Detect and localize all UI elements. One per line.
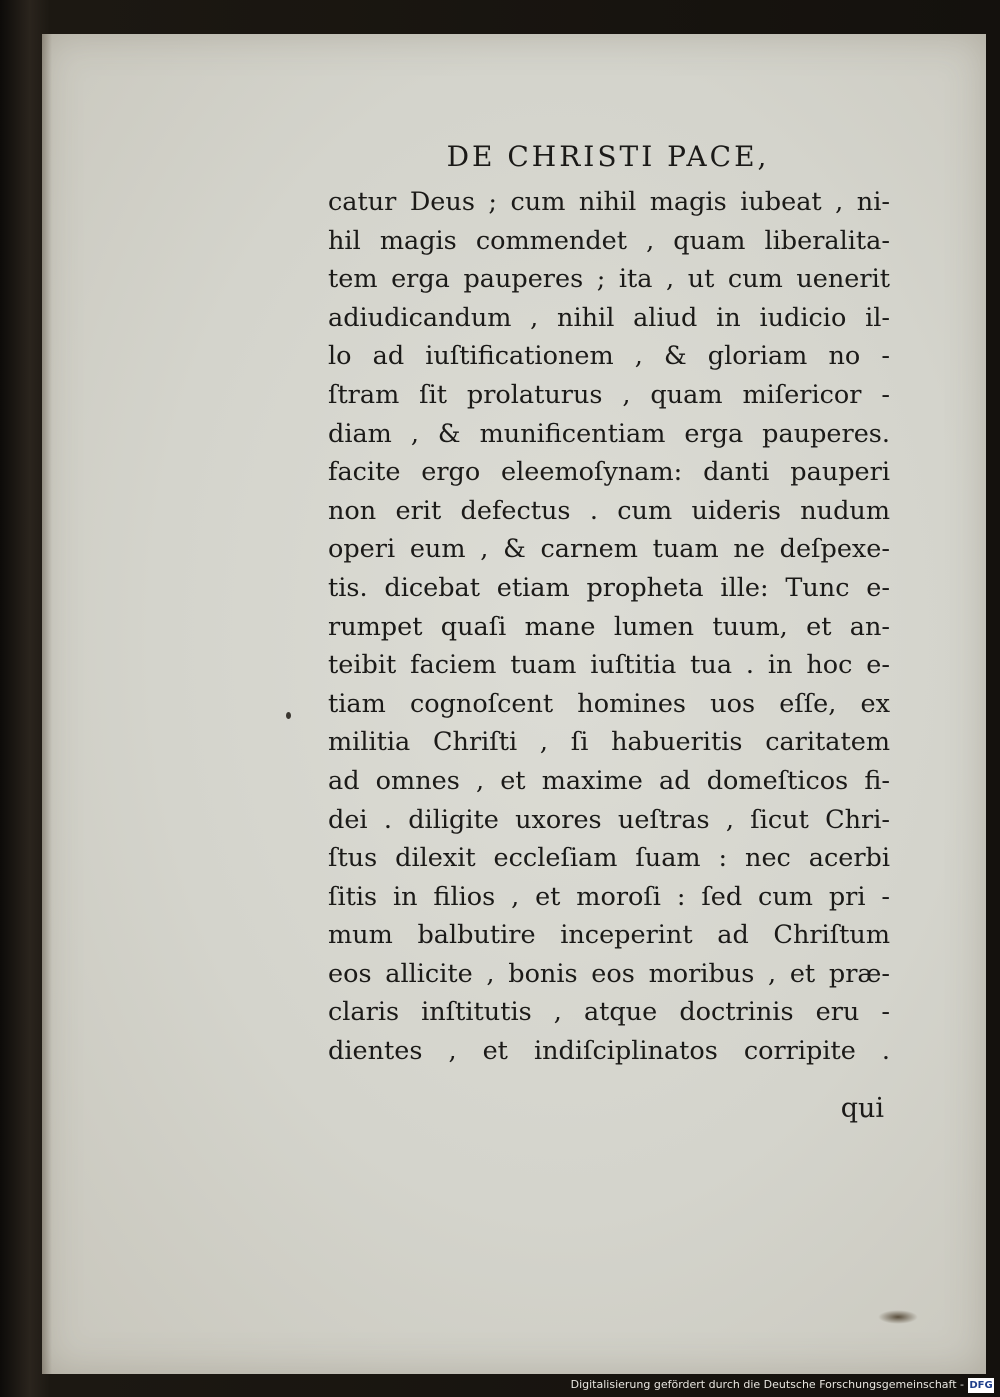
text-line: diam , & munificentiam erga pauperes. <box>328 418 890 449</box>
text-line: militia Chriſti , ſi habueritis caritatem <box>328 727 890 758</box>
body-text <box>328 183 890 1071</box>
catchword: qui <box>840 1093 884 1124</box>
ink-dot-mark <box>286 712 291 719</box>
text-line: catur Deus ; cum nihil magis iubeat , ni- <box>328 187 890 217</box>
text-line: ſtram ſit prolaturus , quam miſericor - <box>328 379 890 410</box>
page-gutter-shadow <box>42 34 52 1374</box>
dfg-logo[interactable]: DFG <box>969 1380 993 1391</box>
text-line: dei . diligite uxores ueſtras , ſicut Chri- <box>328 804 890 835</box>
text-line: eos allicite , bonis eos moribus , et præ- <box>328 958 890 989</box>
text-line: non erit defectus . cum uideris nudum <box>328 495 890 526</box>
text-line: ſtus dilexit eccleſiam ſuam : nec acerbi <box>328 843 890 874</box>
running-head: DE CHRISTI PACE, <box>446 140 770 173</box>
text-line: tis. dicebat etiam propheta ille: Tunc e- <box>328 572 890 603</box>
text-line: claris inſtitutis , atque doctrinis eru - <box>328 997 890 1028</box>
text-line: tem erga pauperes ; ita , ut cum uenerit <box>328 264 890 295</box>
text-line: hil magis commendet , quam liberalita- <box>328 225 890 256</box>
text-line: facite ergo eleemoſynam: danti pauperi <box>328 457 890 488</box>
text-line: ad omnes , et maxime ad domeſticos fi- <box>328 765 890 796</box>
text-line: dientes , et indiſciplinatos corripite . <box>328 1036 890 1067</box>
text-line: teibit faciem tuam iuſtitia tua . in hoc e- <box>328 650 890 681</box>
text-line: rumpet quaſi mane lumen tuum, et an- <box>328 611 890 642</box>
text-line: tiam cognoſcent homines uos eſſe, ex <box>328 688 890 719</box>
text-line: adiudicandum , nihil aliud in iudicio il- <box>328 302 890 333</box>
paper-stain <box>878 1310 918 1324</box>
text-line: lo ad iuſtificationem , & gloriam no - <box>328 341 890 372</box>
text-line: mum balbutire inceperint ad Chriſtum <box>328 920 890 951</box>
digitization-credit: Digitalisierung gefördert durch die Deutsche Forschungsgemeinschaft - <box>570 1378 964 1391</box>
text-line: ſitis in filios , et moroſi : ſed cum pri - <box>328 881 890 912</box>
text-line: operi eum , & carnem tuam ne deſpexe- <box>328 534 890 565</box>
